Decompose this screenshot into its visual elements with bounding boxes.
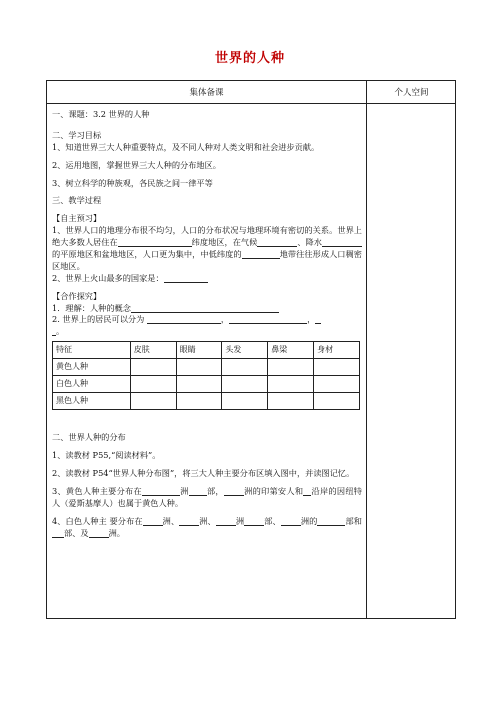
- lesson-content: [52, 109, 362, 539]
- table-cell[interactable]: [176, 393, 222, 410]
- coop-text-concept: 1．理解：人种的概念: [52, 302, 131, 313]
- blank-white-3[interactable]: [216, 516, 236, 526]
- table-row: [53, 393, 360, 410]
- page-title: 世界的人种: [214, 51, 285, 66]
- table-cell[interactable]: [314, 359, 360, 376]
- race-features-table: [52, 341, 360, 410]
- sep-2: ，: [307, 314, 316, 325]
- table-row: [53, 376, 360, 393]
- blank-race-3[interactable]: [315, 314, 321, 324]
- lesson-plan-table: [46, 80, 456, 619]
- dist4-text-g: 的: [309, 515, 318, 526]
- blank-race-2[interactable]: [229, 314, 307, 324]
- preview-text-d: 的平原地区和盆地地区，人口更为集中，中低纬度的: [52, 249, 242, 260]
- table-cell[interactable]: [222, 359, 268, 376]
- blank-volcano-country[interactable]: [164, 273, 208, 283]
- dist3-text-e: 沿岸的因纽特人（爱斯基摩人）也属于黄色人种。: [52, 485, 362, 508]
- preview-heading: 【自主预习】: [52, 213, 102, 224]
- table-header-row: [53, 342, 360, 359]
- table-header: 皮肤: [130, 342, 176, 359]
- section-process-heading: 三、教学过程: [52, 195, 102, 206]
- section-topic: 一、课题：3.2 世界的人种: [52, 109, 150, 119]
- preview-text-b: 纬度地区，在气候: [191, 237, 258, 248]
- row-label: 黄色人种: [53, 359, 131, 376]
- preview-text-a: 1、世界人口的地理分布很不均匀，人口的分布状况与地理环境有密切的关系。世界上绝大多数人居住在: [52, 225, 362, 248]
- table-cell[interactable]: [314, 376, 360, 393]
- dist4-text-j: 洲。: [108, 527, 125, 538]
- blank-yellow-part[interactable]: [189, 486, 207, 496]
- table-cell[interactable]: [222, 376, 268, 393]
- coop-text-residents: 2. 世界上的居民可以分为: [52, 314, 145, 325]
- header-personal-space: 个人空间: [394, 88, 429, 98]
- distribution-item-3: [52, 486, 362, 510]
- row-label: 黑色人种: [53, 393, 131, 410]
- table-header: 身材: [314, 342, 360, 359]
- distribution-item-2: 2、读教材 P54“世界人种分布图”，将三大人种主要分布区填入图中，并读图记忆。: [52, 468, 355, 479]
- goal-2: 2、运用地图，掌握世界三大人种的分布地区。: [52, 159, 221, 170]
- header-collective-prep: 集体备课: [189, 88, 224, 98]
- blank-race-1[interactable]: [147, 314, 221, 324]
- blank-white-5[interactable]: [281, 516, 301, 526]
- column-divider: [366, 81, 367, 618]
- blank-zone[interactable]: [242, 249, 280, 259]
- dist4-text-a: 4、白色人种主 要分布在: [52, 515, 143, 526]
- table-cell[interactable]: [314, 393, 360, 410]
- table-cell[interactable]: [176, 359, 222, 376]
- coop-question-2: [52, 314, 362, 326]
- blank-indian-continent[interactable]: [224, 486, 244, 496]
- table-cell[interactable]: [130, 376, 176, 393]
- preview-item-2: [52, 273, 362, 285]
- coop-end-mark: 。: [56, 326, 65, 337]
- distribution-heading: 二、世界人种的分布: [52, 432, 126, 443]
- dist4-text-h: 部和: [345, 515, 362, 526]
- blank-white-7[interactable]: [52, 528, 64, 538]
- dist4-text-b: 洲、: [162, 515, 180, 526]
- dist3-text-d: 洲的印第安人和: [243, 485, 304, 496]
- coop-heading: 【合作探究】: [52, 290, 102, 301]
- coop-question-1: [52, 303, 362, 315]
- dist4-text-e: 部、: [264, 515, 281, 526]
- preview-text-c: 、降水: [297, 237, 322, 248]
- table-cell[interactable]: [130, 393, 176, 410]
- table-header: 眼睛: [176, 342, 222, 359]
- table-header: 鼻梁: [268, 342, 314, 359]
- blank-race-concept[interactable]: [131, 303, 279, 313]
- header-divider: [47, 103, 455, 104]
- table-cell[interactable]: [268, 359, 314, 376]
- coop-question-2-end: [52, 326, 362, 338]
- dist4-text-c: 洲、: [199, 515, 216, 526]
- table-header: 特征: [53, 342, 131, 359]
- dist3-text-b: 洲: [179, 485, 189, 496]
- preview-item-1: [52, 225, 362, 273]
- table-cell[interactable]: [176, 376, 222, 393]
- table-cell[interactable]: [268, 376, 314, 393]
- distribution-item-4: [52, 516, 362, 540]
- row-label: 白色人种: [53, 376, 131, 393]
- blank-yellow-continent[interactable]: [142, 486, 180, 496]
- table-cell[interactable]: [130, 359, 176, 376]
- table-cell[interactable]: [222, 393, 268, 410]
- sep-1: ，: [220, 314, 230, 325]
- distribution-item-1: 1、读教材 P55,“阅读材料”。: [52, 450, 161, 461]
- preview-text-e: 地带往往形成人口稠密区地区。: [52, 249, 362, 271]
- goal-1: 1、知道世界三大人种重要特点，及不同人种对人类文明和社会进步贡献。: [52, 141, 320, 152]
- blank-white-8[interactable]: [89, 528, 109, 538]
- blank-white-6[interactable]: [317, 516, 345, 526]
- section-goals-heading: 二、学习目标: [52, 129, 102, 140]
- blank-white-1[interactable]: [143, 516, 163, 526]
- dist3-text-c: 部，: [206, 485, 224, 496]
- table-row: [53, 359, 360, 376]
- table-cell[interactable]: [268, 393, 314, 410]
- blank-climate[interactable]: [257, 237, 297, 247]
- dist4-text-i: 部、及: [64, 527, 89, 538]
- blank-white-2[interactable]: [179, 516, 199, 526]
- preview-text-volcano: 2、世界上火山最多的国家是：: [52, 272, 164, 283]
- blank-white-4[interactable]: [244, 516, 264, 526]
- dist4-text-d: 洲: [235, 515, 245, 526]
- blank-rainfall[interactable]: [322, 237, 362, 247]
- goal-3: 3、树立科学的种族观，各民族之间一律平等: [52, 177, 213, 188]
- table-header: 头发: [222, 342, 268, 359]
- dist3-text-a: 3、黄色人种主要分布在: [52, 485, 142, 496]
- blank-latitude[interactable]: [118, 237, 192, 247]
- dist4-text-f: 洲: [300, 515, 310, 526]
